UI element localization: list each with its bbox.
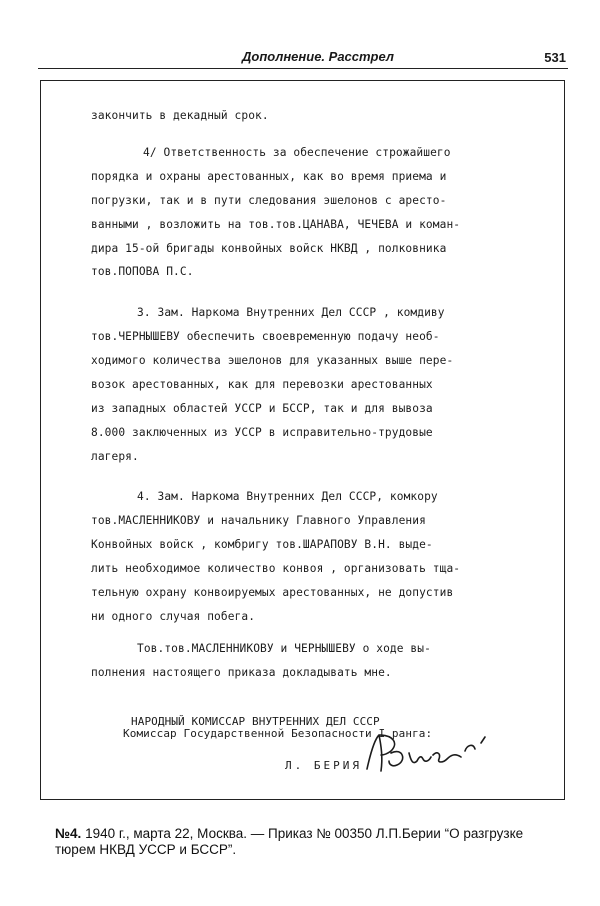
document-line: ходимого количества эшелонов для указанных выше пере- xyxy=(91,354,454,367)
running-header xyxy=(38,48,568,69)
document-line: 8.000 заключенных из УССР в исправительно-трудовые xyxy=(91,426,433,439)
document-line: дира 15-ой бригады конвойных войск НКВД , полковника xyxy=(91,242,447,255)
document-line: тов.МАСЛЕННИКОВУ и начальнику Главного Управления xyxy=(91,514,426,527)
caption-line-1 xyxy=(55,826,575,842)
document-line: ванными , возложить на тов.тов.ЦАНАВА, ЧЕЧЕВА и коман- xyxy=(91,218,461,231)
caption-text-2: тюрем НКВД УССР и БССР”. xyxy=(55,842,237,857)
document-line: возок арестованных, как для перевозки арестованных xyxy=(91,378,433,391)
document-line: из западных областей УССР и БССР, так и для вывоза xyxy=(91,402,433,415)
handwritten-signature xyxy=(353,731,503,779)
signatory-rank: Комиссар Государственной Безопасности I ранга: xyxy=(123,727,433,740)
caption-text-1: 1940 г., марта 22, Москва. — Приказ № 00350 Л.П.Берии “О разгрузке xyxy=(81,826,524,841)
signatory-title: НАРОДНЫЙ КОМИССАР ВНУТРЕННИХ ДЕЛ СССР xyxy=(131,715,380,728)
caption-number: №4. xyxy=(55,826,82,841)
document-line: 3. Зам. Наркома Внутренних Дел СССР , комдиву xyxy=(137,306,445,319)
running-title: Дополнение. Расстрел xyxy=(242,49,394,64)
document-line: тов.ЧЕРНЫШЕВУ обеспечить своевременную подачу необ- xyxy=(91,330,440,343)
document-facsimile xyxy=(40,80,565,800)
document-line: лить необходимое количество конвоя , организовать тща- xyxy=(91,562,461,575)
document-line: Конвойных войск , комбригу тов.ШАРАПОВУ В.Н. выде- xyxy=(91,538,433,551)
document-line: погрузки, так и в пути следования эшелонов с аресто- xyxy=(91,194,447,207)
document-line: тов.ПОПОВА П.С. xyxy=(91,265,194,278)
document-line: тельную охрану конвоируемых арестованных, не допустив xyxy=(91,586,454,599)
typed-text-block xyxy=(41,81,564,799)
page-number: 531 xyxy=(544,50,566,65)
document-line: 4. Зам. Наркома Внутренних Дел СССР, комкору xyxy=(137,490,438,503)
figure-caption xyxy=(55,826,575,858)
signatory-name: Л. БЕРИЯ xyxy=(285,759,362,772)
document-line: ни одного случая побега. xyxy=(91,610,256,623)
document-line: порядка и охраны арестованных, как во время приема и xyxy=(91,170,447,183)
document-line: 4/ Ответственность за обеспечение строжайшего xyxy=(143,146,451,159)
document-line: Тов.тов.МАСЛЕННИКОВУ и ЧЕРНЫШЕВУ о ходе вы- xyxy=(137,642,431,655)
document-line: закончить в декадный срок. xyxy=(91,109,269,122)
document-line: полнения настоящего приказа докладывать мне. xyxy=(91,666,392,679)
document-line: лагеря. xyxy=(91,450,139,463)
